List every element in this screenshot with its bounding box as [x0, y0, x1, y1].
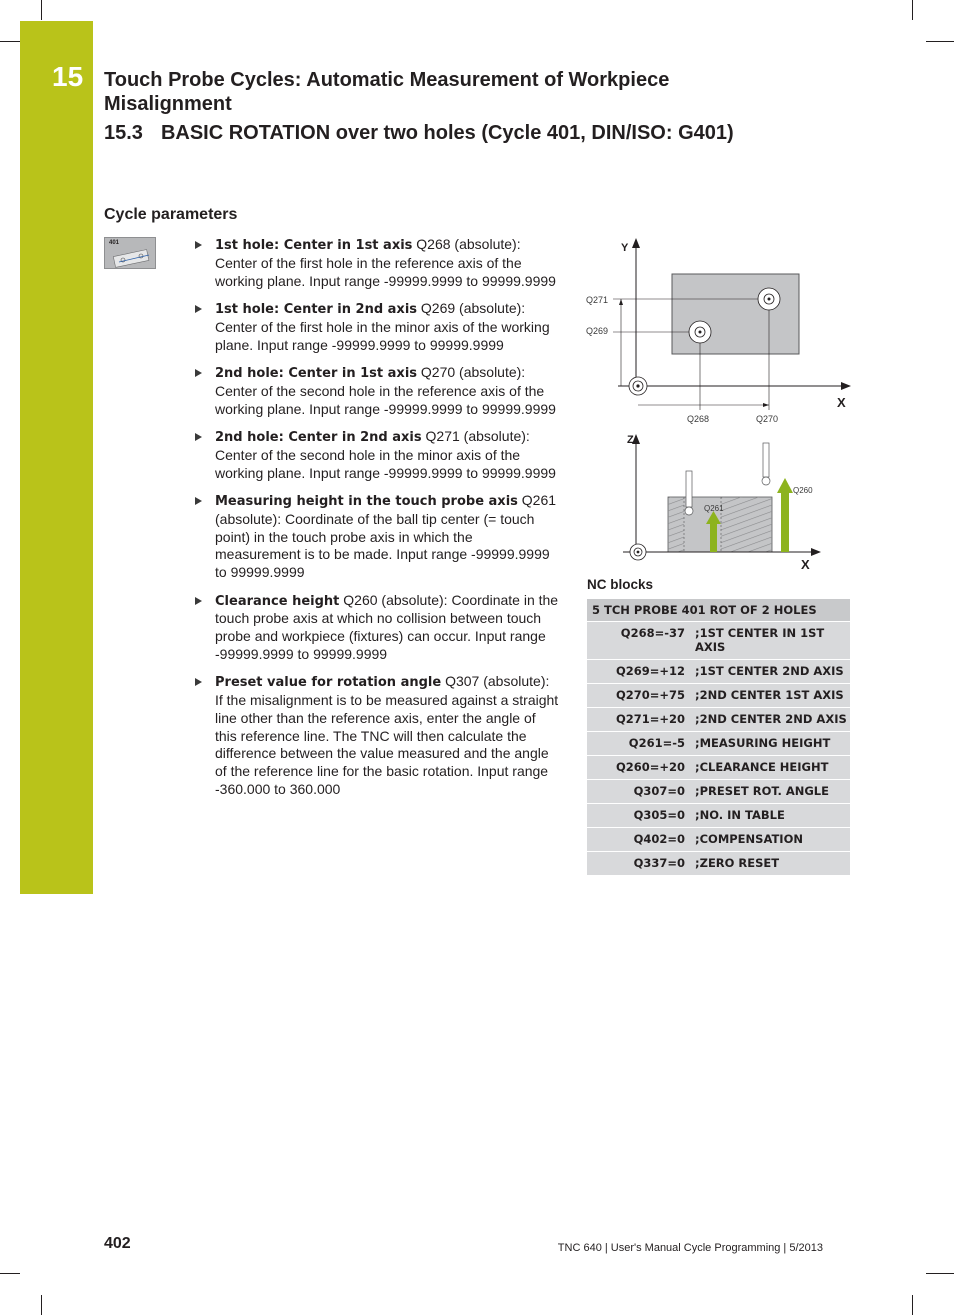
table-row	[587, 756, 850, 780]
cycle-401-icon	[104, 237, 156, 269]
nc-comment: ;CLEARANCE HEIGHT	[695, 760, 829, 774]
table-row	[587, 852, 850, 876]
table-row	[587, 708, 850, 732]
x-axis-side-label: X	[801, 557, 810, 572]
top-view	[586, 238, 851, 424]
crop-mark	[926, 1273, 954, 1274]
param-name: 2nd hole: Center in 2nd axis	[215, 429, 422, 445]
bullet-triangle-icon	[195, 597, 202, 605]
bullet-triangle-icon	[195, 305, 202, 313]
table-row	[587, 828, 850, 852]
param-name: Measuring height in the touch probe axis	[215, 493, 518, 509]
q260-arrow-icon	[781, 491, 789, 552]
nc-comment: ;NO. IN TABLE	[695, 808, 785, 822]
crop-mark	[912, 1295, 913, 1315]
nc-code: Q270=+75	[615, 688, 685, 702]
crop-mark	[912, 0, 913, 20]
x-arrow-icon	[841, 382, 851, 390]
probe-2-icon	[763, 443, 769, 477]
subsection-heading: Cycle parameters	[104, 206, 238, 223]
probe-1-icon	[686, 471, 692, 507]
nc-table-header: 5 TCH PROBE 401 ROT OF 2 HOLES	[587, 599, 850, 622]
table-row	[587, 732, 850, 756]
param-name: 2nd hole: Center in 1st axis	[215, 365, 418, 381]
param-name: Clearance height	[215, 593, 340, 609]
workpiece-top	[672, 274, 799, 354]
param-desc: Q271 (absolute): Center of the second hole in the minor axis of the working plane. Input range -99999.9999 to 99999.9999	[215, 427, 556, 481]
param-name: 1st hole: Center in 2nd axis	[215, 301, 418, 317]
table-row	[587, 660, 850, 684]
y-arrow-icon	[632, 238, 640, 248]
q270-label: Q270	[756, 414, 779, 424]
param-desc: Q307 (absolute): If the misalignment is to be measured against a straight line other than the reference axis, enter the angle of this reference line. The TNC will then calculate the difference between the value measured and the angle of the reference line for the basic rotation. Input range -360.000 to 360.000	[215, 673, 559, 798]
x-axis-label: X	[837, 395, 846, 410]
param-item	[195, 300, 560, 354]
param-item	[195, 492, 560, 582]
chapter-sidebar	[20, 21, 93, 894]
nc-code: Q305=0	[633, 808, 685, 822]
table-row	[587, 684, 850, 708]
nc-comment: ;COMPENSATION	[695, 832, 803, 846]
param-name: Preset value for rotation angle	[215, 675, 442, 691]
q261-label: Q261	[704, 504, 724, 513]
bullet-triangle-icon	[195, 678, 202, 686]
param-item	[195, 673, 560, 799]
nc-comment: ;2ND CENTER 2ND AXIS	[695, 712, 847, 726]
table-row	[587, 780, 850, 804]
param-desc: Q268 (absolute): Center of the first hole in the reference axis of the working plane. Input range -99999.9999 to 99999.9999	[215, 236, 556, 289]
nc-blocks-heading: NC blocks	[587, 577, 654, 592]
bullet-triangle-icon	[195, 497, 202, 505]
param-item	[195, 428, 560, 482]
nc-code: Q261=-5	[628, 736, 685, 750]
param-desc: Q260 (absolute): Coordinate in the touch probe axis at which no collision between touch probe and workpiece (fixtures) can occur. Input range -99999.9999 to 99999.9999	[215, 591, 559, 662]
nc-comment: ;1ST CENTER 2ND AXIS	[695, 664, 844, 678]
section-title-text: BASIC ROTATION over two holes (Cycle 401, DIN/ISO: G401)	[160, 122, 734, 144]
nc-comment: ;ZERO RESET	[695, 856, 780, 870]
side-view	[623, 434, 821, 572]
page-number: 402	[104, 1235, 131, 1252]
bullet-triangle-icon	[195, 433, 202, 441]
parameter-list	[195, 236, 560, 808]
section-title	[104, 122, 734, 145]
q271-label: Q271	[586, 295, 609, 305]
nc-comment: ;2ND CENTER 1ST AXIS	[695, 688, 844, 702]
table-row	[587, 622, 850, 660]
nc-code: Q307=0	[633, 784, 685, 798]
crop-mark	[926, 41, 954, 42]
param-desc: Q270 (absolute): Center of the second hole in the reference axis of the working plane. Input range -99999.9999 to 99999.9999	[215, 363, 556, 417]
nc-comment: ;MEASURING HEIGHT	[695, 736, 831, 750]
q260-label: Q260	[793, 486, 813, 495]
chapter-number: 15	[52, 61, 84, 92]
param-desc: Q261 (absolute): Coordinate of the ball tip center (= touch point) in the touch probe axis in which the measurement is to be made. Input range -99999.9999 to 99999.9999	[215, 491, 557, 581]
chapter-title: Touch Probe Cycles: Automatic Measurement of Workpiece Misalignment	[104, 69, 670, 115]
x-arrow-side-icon	[811, 548, 821, 556]
q261-arrow-icon	[710, 522, 717, 552]
param-item	[195, 236, 560, 290]
nc-code: Q260=+20	[615, 760, 685, 774]
cycle-icon-label: 401	[109, 240, 120, 246]
nc-code: Q402=0	[633, 832, 685, 846]
nc-comment: ;PRESET ROT. ANGLE	[695, 784, 829, 798]
footer-text: TNC 640 | User's Manual Cycle Programming | 5/2013	[557, 1242, 823, 1254]
q269-label: Q269	[586, 326, 609, 336]
table-row	[587, 804, 850, 828]
crop-mark	[41, 0, 42, 20]
param-item	[195, 364, 560, 418]
y-axis-label: Y	[621, 242, 629, 254]
param-desc: Q269 (absolute): Center of the first hole in the minor axis of the working plane. Input range -99999.9999 to 99999.9999	[215, 299, 550, 353]
nc-code: Q337=0	[633, 856, 685, 870]
cycle-diagram	[583, 235, 858, 575]
bullet-triangle-icon	[195, 369, 202, 377]
bullet-triangle-icon	[195, 241, 202, 249]
crop-mark	[0, 1273, 20, 1274]
nc-code: Q271=+20	[615, 712, 685, 726]
crop-mark	[0, 41, 20, 42]
q268-label: Q268	[687, 414, 710, 424]
section-number: 15.3	[104, 122, 143, 144]
param-name: 1st hole: Center in 1st axis	[215, 238, 413, 253]
nc-code: Q269=+12	[615, 664, 685, 678]
nc-comment: ;1ST CENTER IN 1ST AXIS	[695, 626, 825, 654]
param-item	[195, 592, 560, 664]
nc-code: Q268=-37	[620, 626, 685, 640]
z-axis-label: Z	[627, 434, 634, 446]
nc-blocks-table	[587, 599, 850, 876]
crop-mark	[41, 1295, 42, 1315]
